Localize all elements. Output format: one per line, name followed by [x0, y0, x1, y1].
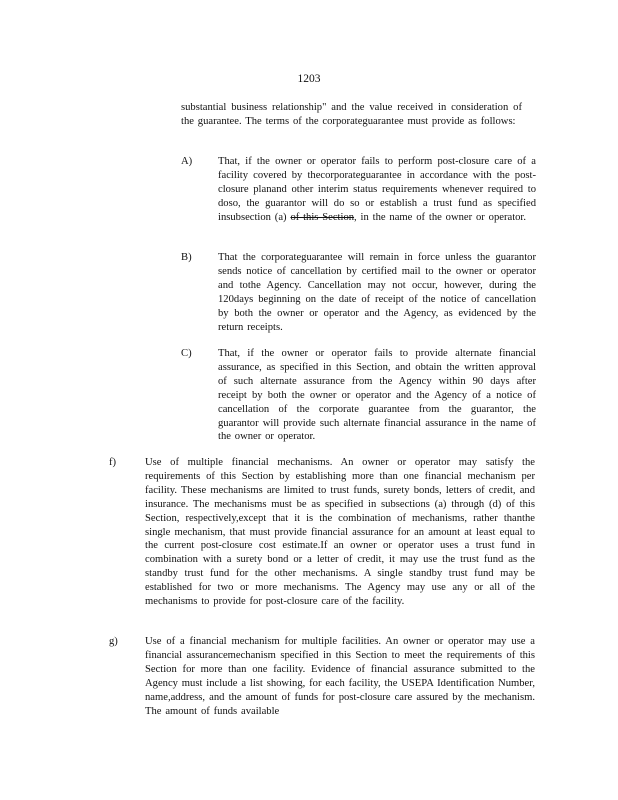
section-f-label: f): [109, 457, 117, 468]
item-a-label: A): [181, 156, 193, 167]
intro-paragraph: substantial business relationship" and the value received in consideration of the guarantee. The terms of the corporateguarantee must provide as follows:: [181, 102, 522, 127]
item-b-label: B): [181, 252, 192, 263]
section-g-label: g): [109, 636, 118, 647]
item-a-text-after: , in the name of the owner or operator.: [354, 211, 527, 223]
section-g-text: Use of a financial mechanism for multiple facilities. An owner or operator may use a financial assurancemechanism specified in this Section to meet the requirements of this Section for more than one facility. Evidence of financial assurance submitted to the Agency must include a list showing, for each facility, the USEPA Identification Number, name,address, and the amount of funds for post-closure care assured by the mechanism. The amount of funds available: [145, 636, 535, 717]
item-a-text: [218, 155, 536, 225]
item-c-label: C): [181, 348, 192, 359]
item-a-struck-text: of this Section: [290, 211, 355, 223]
item-b-text: That the corporateguarantee will remain in force unless the guarantor sends notice of cancellation by certified mail to the owner or operator and tothe Agency. Cancellation may not occur, however, during the 120days beginning on the date of receipt of the notice of cancellation by both the owner or operator and the Agency, as evidenced by the return receipts.: [218, 252, 536, 333]
item-c-text: That, if the owner or operator fails to provide alternate financial assurance, as specified in this Section, and obtain the written approval of such alternate assurance from the Agency within 90 days after receipt by both the owner or operator and the Agency of a notice of cancellation of the corporate guarantee from the guarantor, the guarantor will provide such alternate financial assurance in the name of the owner or operator.: [218, 348, 536, 443]
page-number: 1203: [297, 73, 321, 85]
item-a-text-before: That, if the owner or operator fails to perform post-closure care of a facility covered by thecorporateguarantee in accordance with the post-closure planand other interim status requirements whenever required to doso, the guarantor will do so or establish a trust fund as specified insubsection (a): [218, 156, 536, 223]
section-f-text: Use of multiple financial mechanisms. An owner or operator may satisfy the requirements of this Section by establishing more than one financial mechanism per facility. These mechanisms are limited to trust funds, surety bonds, letters of credit, and insurance. The mechanisms must be as specified in subsections (a) through (d) of this Section, respectively,except that it is the combination of mechanisms, rather thanthe single mechanism, that must provide financial assurance for an amount at least equal to the current post-closure cost estimate.If an owner or operator uses a trust fund in combination with a surety bond or a letter of credit, it may use the trust fund as the standby trust fund for the other mechanisms. A single standby trust fund may be established for two or more mechanisms. The Agency may use any or all of the mechanisms to provide for post-closure care of the facility.: [145, 457, 535, 608]
